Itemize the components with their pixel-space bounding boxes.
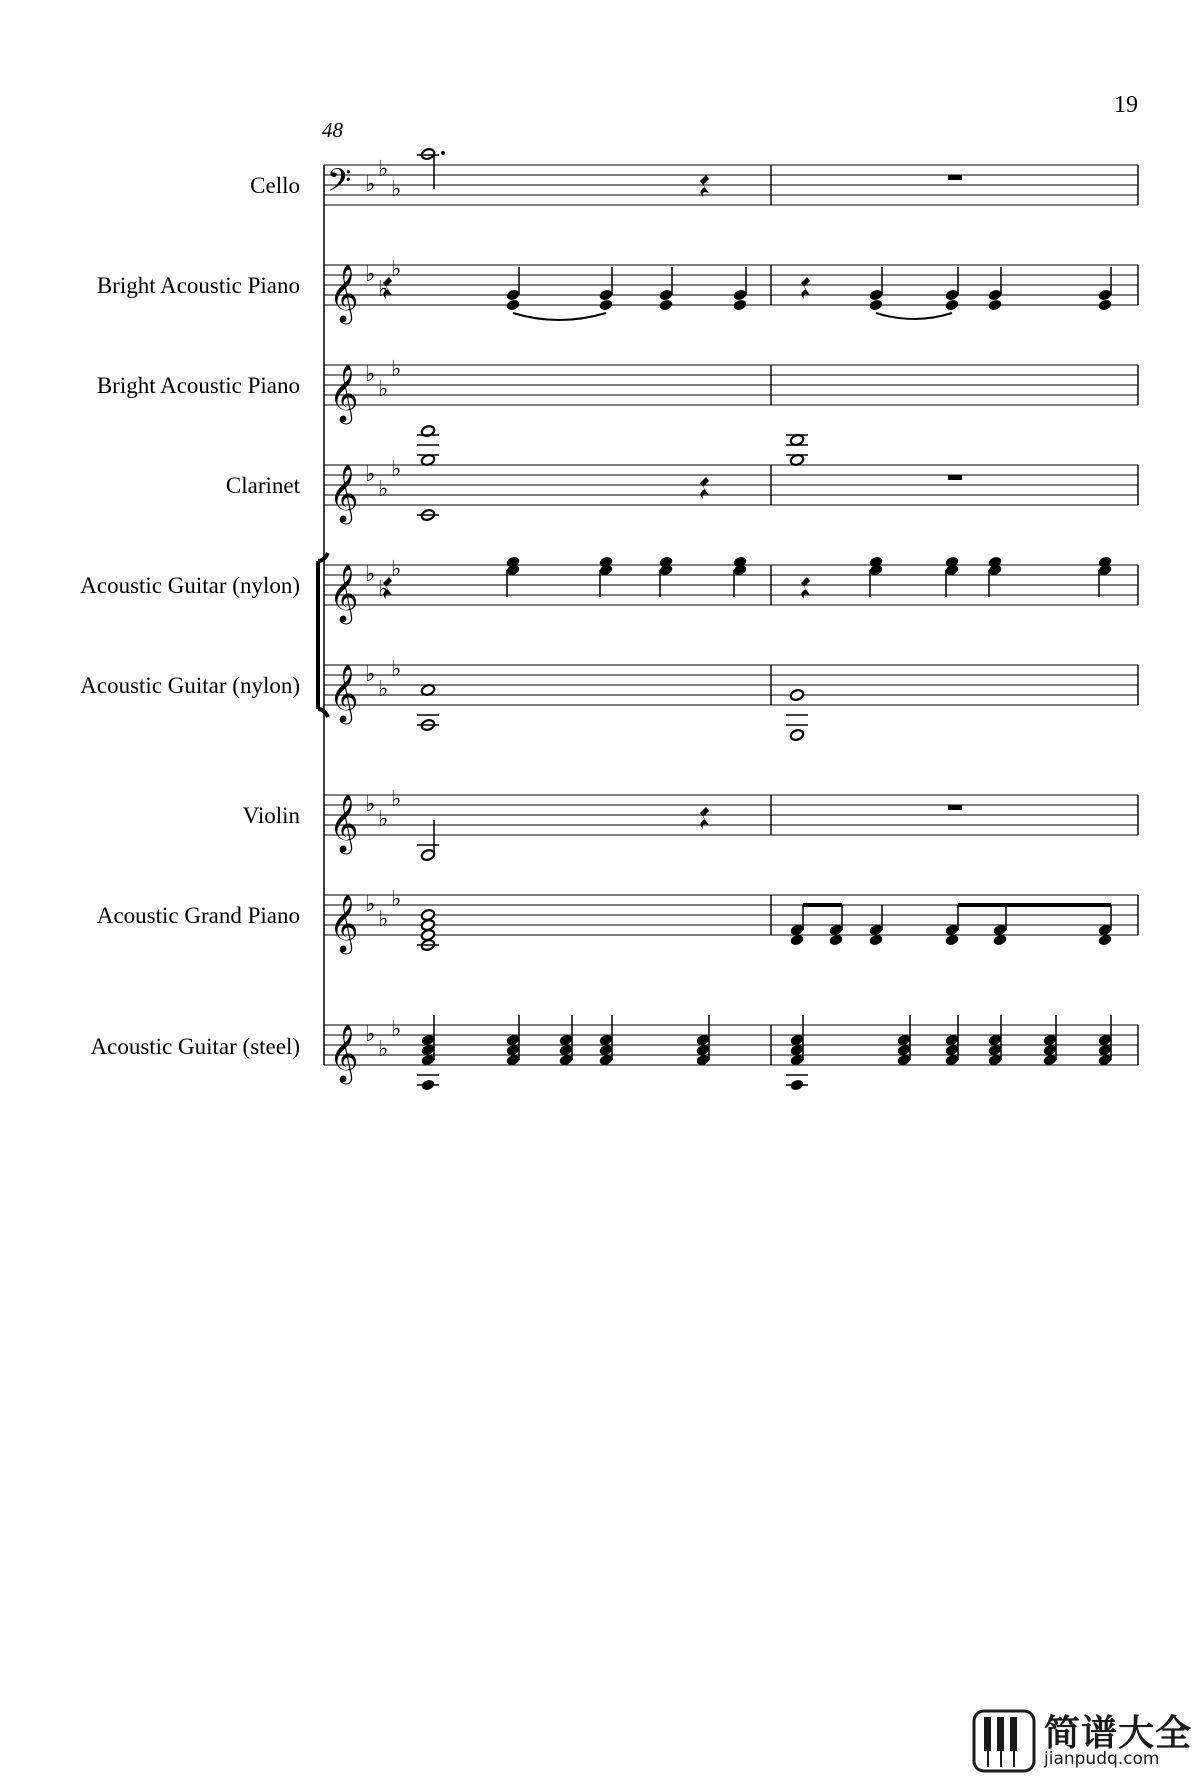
flat-accidental: ♭ xyxy=(378,157,389,182)
flat-accidental: ♭ xyxy=(391,457,402,482)
guitar-chord-note xyxy=(868,555,883,568)
flat-accidental: ♭ xyxy=(365,172,376,197)
tie xyxy=(513,313,606,320)
guitar-whole-note xyxy=(789,728,804,741)
bass-clef: 𝄢 xyxy=(327,162,352,206)
flat-accidental: ♭ xyxy=(365,562,376,587)
treble-clef: 𝄞 xyxy=(329,664,359,722)
flat-accidental: ♭ xyxy=(365,662,376,687)
treble-clef: 𝄞 xyxy=(329,364,359,422)
flat-accidental: ♭ xyxy=(378,907,389,932)
watermark-chinese: 简谱大全 xyxy=(1044,1713,1193,1754)
tie xyxy=(876,313,952,319)
piano-chord-note xyxy=(1097,298,1112,311)
guitar-whole-note xyxy=(789,688,804,701)
watermark-url: jianpudq.com xyxy=(1044,1749,1160,1769)
treble-clef: 𝄞 xyxy=(329,794,359,852)
flat-accidental: ♭ xyxy=(391,357,402,382)
measure-number: 48 xyxy=(322,118,343,142)
guitar-chord-note xyxy=(1097,555,1112,568)
page-number: 19 xyxy=(1114,92,1138,118)
guitar-chord-note xyxy=(598,555,613,568)
instrument-label-guitar-nylon-1: Acoustic Guitar (nylon) xyxy=(80,573,300,598)
treble-clef: 𝄞 xyxy=(329,564,359,622)
guitar-chord-note xyxy=(658,555,673,568)
grand-piano-chord-note xyxy=(420,908,435,921)
flat-accidental: ♭ xyxy=(365,262,376,287)
piano-chord-note xyxy=(944,298,959,311)
piano-keys-icon xyxy=(972,1709,1036,1773)
flat-accidental: ♭ xyxy=(391,657,402,682)
flat-accidental: ♭ xyxy=(391,557,402,582)
flat-accidental: ♭ xyxy=(378,377,389,402)
piano-chord-note xyxy=(868,298,883,311)
flat-accidental: ♭ xyxy=(365,462,376,487)
flat-accidental: ♭ xyxy=(378,807,389,832)
whole-rest xyxy=(948,805,962,810)
instrument-label-guitar-steel: Acoustic Guitar (steel) xyxy=(90,1034,300,1059)
whole-rest xyxy=(948,175,962,180)
instrument-label-grand-piano: Acoustic Grand Piano xyxy=(96,903,300,928)
flat-accidental: ♭ xyxy=(365,792,376,817)
flat-accidental: ♭ xyxy=(378,477,389,502)
piano-chord-note xyxy=(505,298,520,311)
flat-accidental: ♭ xyxy=(391,787,402,812)
flat-accidental: ♭ xyxy=(391,887,402,912)
piano-chord-note xyxy=(658,298,673,311)
treble-clef: 𝄞 xyxy=(329,1024,359,1082)
dot xyxy=(441,151,445,155)
flat-accidental: ♭ xyxy=(365,892,376,917)
piano-chord-note xyxy=(987,298,1002,311)
instrument-label-cello: Cello xyxy=(250,173,300,198)
treble-clef: 𝄞 xyxy=(329,264,359,322)
staff-systems xyxy=(318,147,1138,1091)
piano-chord-note xyxy=(598,298,613,311)
watermark xyxy=(972,1707,1194,1775)
instrument-label-guitar-nylon-2: Acoustic Guitar (nylon) xyxy=(80,673,300,698)
instrument-label-bright-piano-1: Bright Acoustic Piano xyxy=(96,273,300,298)
piano-chord-note xyxy=(732,298,747,311)
treble-clef: 𝄞 xyxy=(329,464,359,522)
whole-rest xyxy=(948,475,962,480)
flat-accidental: ♭ xyxy=(378,577,389,602)
instrument-label-bright-piano-2: Bright Acoustic Piano xyxy=(96,373,300,398)
treble-clef: 𝄞 xyxy=(329,894,359,952)
guitar-chord-note xyxy=(987,555,1002,568)
flat-accidental: ♭ xyxy=(378,1037,389,1062)
instrument-label-clarinet: Clarinet xyxy=(225,473,300,498)
flat-accidental: ♭ xyxy=(378,677,389,702)
guitar-group-bracket xyxy=(318,553,328,717)
flat-accidental: ♭ xyxy=(365,362,376,387)
flat-accidental: ♭ xyxy=(391,177,402,202)
flat-accidental: ♭ xyxy=(391,257,402,282)
flat-accidental: ♭ xyxy=(378,277,389,302)
guitar-chord-note xyxy=(944,555,959,568)
flat-accidental: ♭ xyxy=(365,1022,376,1047)
guitar-chord-note xyxy=(732,555,747,568)
guitar-chord-note xyxy=(505,555,520,568)
flat-accidental: ♭ xyxy=(391,1017,402,1042)
instrument-label-violin: Violin xyxy=(242,803,300,828)
